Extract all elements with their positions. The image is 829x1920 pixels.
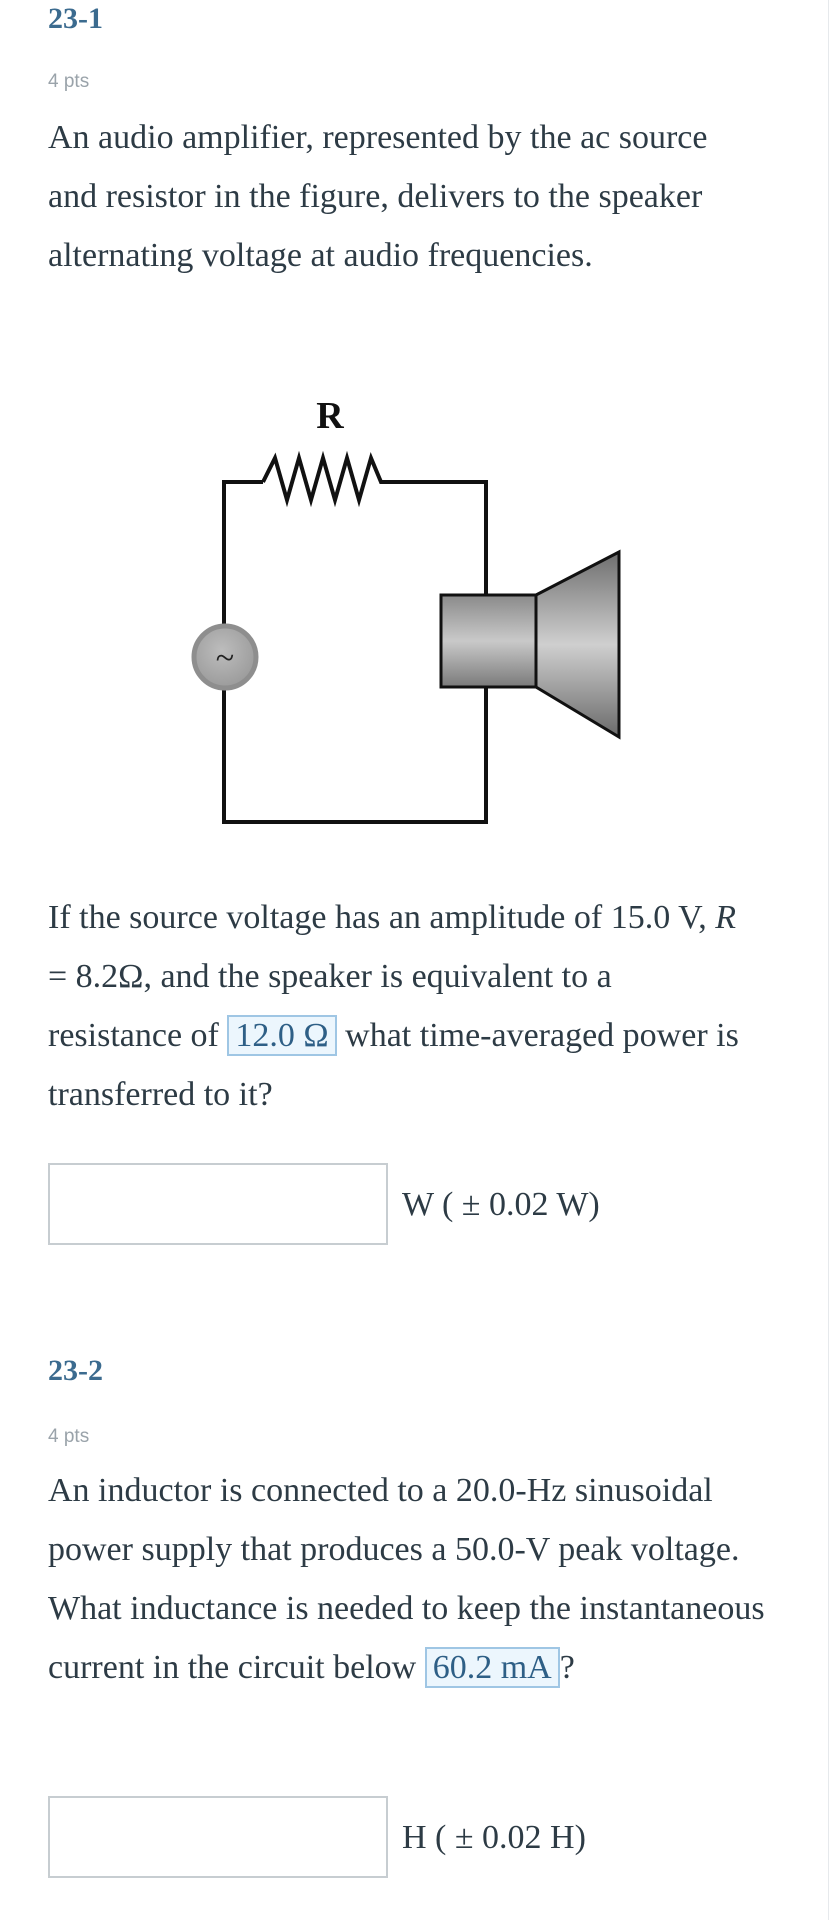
- highlighted-value: 12.0 Ω: [227, 1015, 336, 1056]
- circuit-figure: [0, 380, 829, 850]
- question-23-1-body: [48, 888, 788, 1124]
- resistor-icon: [263, 458, 392, 500]
- question-text-part1: An inductor is connected to a 20.0-Hz sinusoidal power supply that produces a 50.0-V peak voltage. What inductance is needed to keep the instantaneous current in the circuit below: [48, 1472, 765, 1686]
- resistor-label: R: [316, 395, 344, 437]
- question-text: [48, 888, 748, 1124]
- answer-input-23-2[interactable]: [48, 1796, 388, 1878]
- question-title: 23-1: [48, 2, 103, 35]
- question-intro: An audio amplifier, represented by the ac source and resistor in the figure, delivers to the speaker alternating voltage at audio frequencies.: [48, 119, 708, 274]
- answer-input-23-1[interactable]: [48, 1163, 388, 1245]
- ac-source-symbol: ~: [215, 640, 235, 677]
- question-points: 4 pts: [48, 1426, 90, 1447]
- question-text-part2: ?: [559, 1649, 575, 1686]
- speaker-magnet-icon: [441, 595, 536, 687]
- question-title: 23-2: [48, 1354, 103, 1387]
- answer-unit-23-1: W ( ± 0.02 W): [402, 1186, 600, 1223]
- speaker-cone-icon: [536, 552, 619, 737]
- answer-unit-23-2: H ( ± 0.02 H): [402, 1819, 586, 1856]
- question-text-part1: If the source voltage has an amplitude of 15.0 V,: [48, 899, 716, 936]
- question-text-part3: what time-averaged power is transferred to it?: [48, 1017, 739, 1113]
- r-symbol: R: [715, 899, 737, 936]
- question-text: [48, 1461, 768, 1697]
- highlighted-value: 60.2 mA: [425, 1647, 560, 1688]
- question-points: 4 pts: [48, 71, 90, 92]
- question-text-part2: = 8.2Ω, and the speaker is equivalent to a resistance of: [48, 958, 612, 1054]
